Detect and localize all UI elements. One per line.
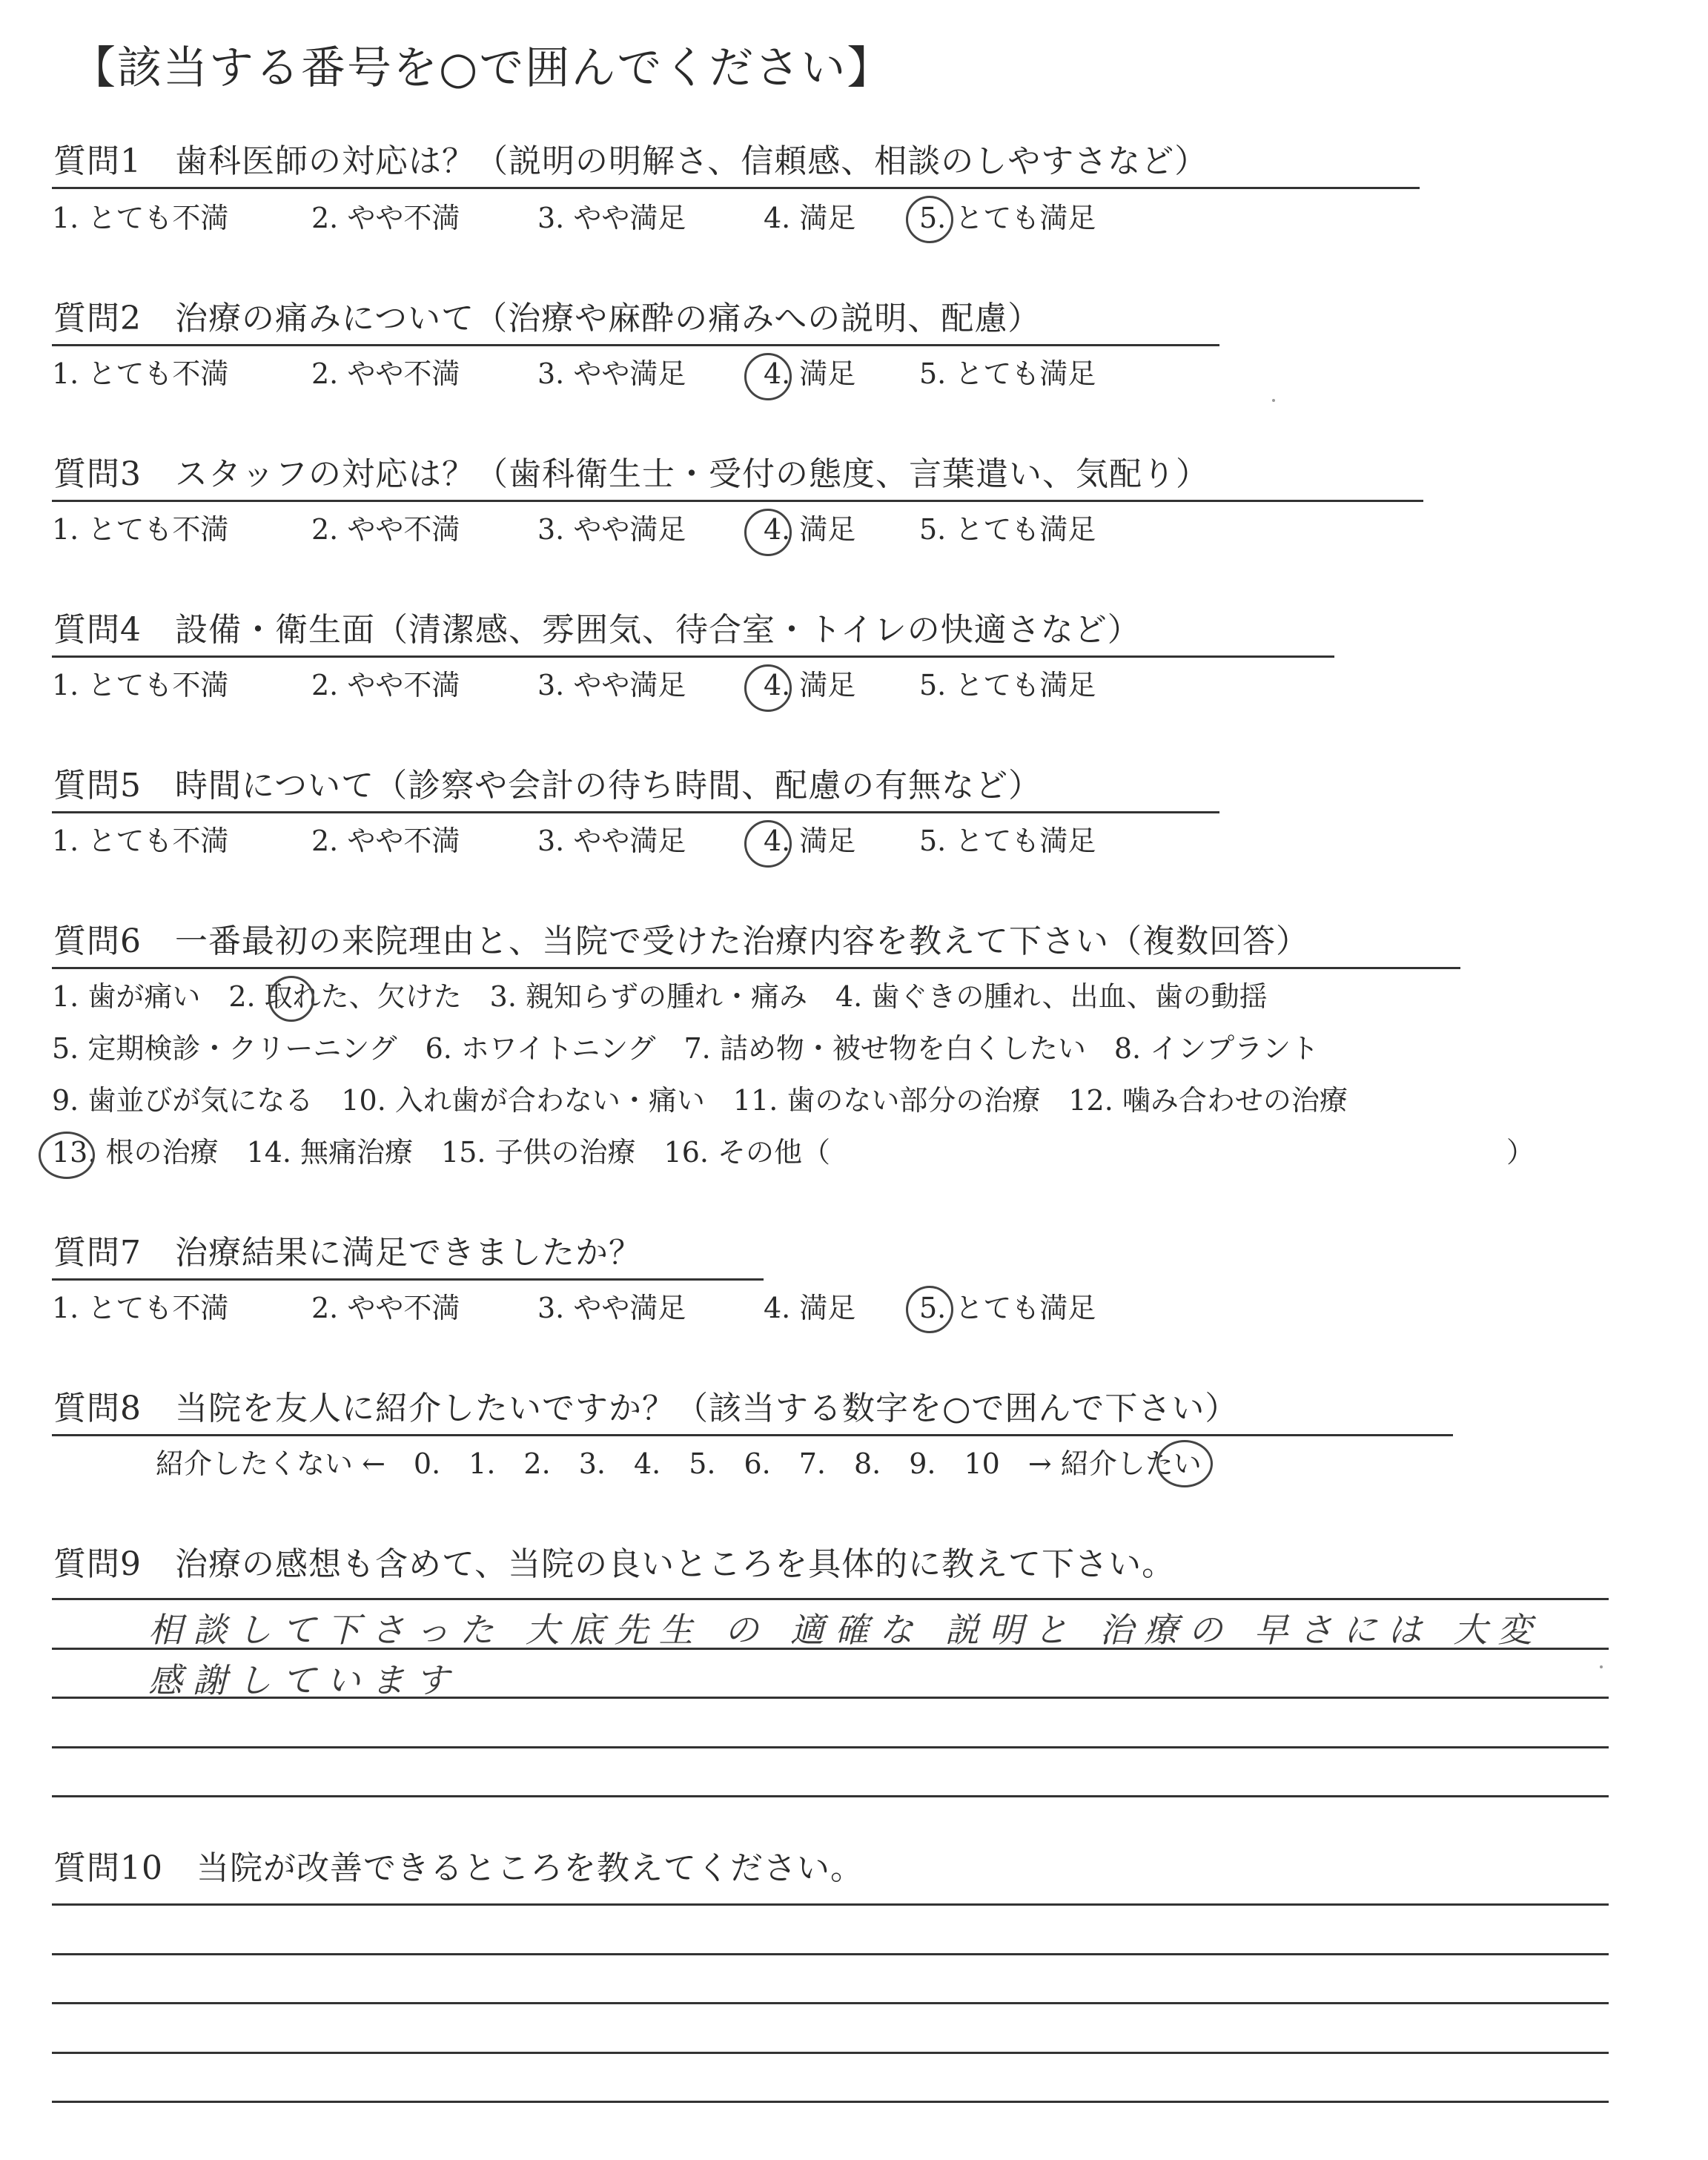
q5-option-4[interactable]: 4. 満足 [764, 825, 856, 857]
question-3-underline [52, 500, 1423, 502]
q6-selection-circle-2 [268, 976, 314, 1022]
question-5-underline [52, 811, 1219, 813]
q2-option-1[interactable]: 1. とても不満 [52, 357, 229, 390]
q3-option-1[interactable]: 1. とても不満 [52, 513, 229, 546]
q7-option-3[interactable]: 3. やや満足 [537, 1292, 686, 1324]
q3-option-2[interactable]: 2. やや不満 [311, 513, 460, 546]
q6-row-1[interactable]: 1. 歯が痛い 2. 取れた、欠けた 3. 親知らずの腫れ・痛み 4. 歯ぐきの腫れ、出血、歯の動揺 [52, 980, 1268, 1013]
q2-option-2[interactable]: 2. やや不満 [311, 357, 460, 390]
question-7-title: 質問7 治療結果に満足できましたか？ [53, 1234, 642, 1272]
q2-option-4[interactable]: 4. 満足 [764, 357, 856, 390]
q7-option-1[interactable]: 1. とても不満 [52, 1292, 229, 1324]
q9-handwritten-answer-line-2: 感謝しています [148, 1660, 460, 1700]
question-6-title: 質問6 一番最初の来院理由と、当院で受けた治療内容を教えて下さい（複数回答） [53, 922, 1309, 960]
q10-answer-line [52, 2101, 1609, 2103]
q4-option-4[interactable]: 4. 満足 [764, 669, 856, 701]
question-5-title: 質問5 時間について（診察や会計の待ち時間、配慮の有無など） [53, 767, 1042, 805]
q2-option-3[interactable]: 3. やや満足 [537, 357, 686, 390]
q1-option-4[interactable]: 4. 満足 [764, 202, 856, 234]
question-2-underline [52, 344, 1219, 346]
scan-speck [1272, 399, 1275, 402]
q5-option-5[interactable]: 5. とても満足 [919, 825, 1096, 857]
q7-option-2[interactable]: 2. やや不満 [311, 1292, 460, 1324]
question-1-title: 質問1 歯科医師の対応は？（説明の明解さ、信頼感、相談のしやすさなど） [53, 142, 1208, 180]
question-9-title: 質問9 治療の感想も含めて、当院の良いところを具体的に教えて下さい。 [53, 1545, 1176, 1583]
q1-selection-circle [906, 196, 953, 243]
q4-option-1[interactable]: 1. とても不満 [52, 669, 229, 701]
q4-selection-circle [744, 664, 792, 712]
q7-option-5[interactable]: 5. とても満足 [919, 1292, 1096, 1324]
q6-row-3[interactable]: 9. 歯並びが気になる 10. 入れ歯が合わない・痛い 11. 歯のない部分の治療 12. 噛み合わせの治療 [52, 1084, 1348, 1117]
question-1-underline [52, 187, 1420, 189]
q5-option-3[interactable]: 3. やや満足 [537, 825, 686, 857]
question-4-underline [52, 655, 1334, 658]
q7-selection-circle [906, 1286, 953, 1333]
q6-row-2[interactable]: 5. 定期検診・クリーニング 6. ホワイトニング 7. 詰め物・被せ物を白くしたい 8. インプラント [52, 1032, 1320, 1065]
q5-selection-circle [744, 820, 792, 868]
q2-option-5[interactable]: 5. とても満足 [919, 357, 1096, 390]
q10-answer-line [52, 1953, 1609, 1955]
q4-option-5[interactable]: 5. とても満足 [919, 669, 1096, 701]
q5-option-1[interactable]: 1. とても不満 [52, 825, 229, 857]
scan-speck [1600, 1665, 1603, 1668]
q3-selection-circle [744, 509, 792, 556]
q1-option-5[interactable]: 5. とても満足 [919, 202, 1096, 234]
question-8-underline [52, 1434, 1453, 1436]
question-6-underline [52, 967, 1460, 969]
q3-option-3[interactable]: 3. やや満足 [537, 513, 686, 546]
q4-option-3[interactable]: 3. やや満足 [537, 669, 686, 701]
q8-selection-circle [1156, 1440, 1213, 1487]
question-10-title: 質問10 当院が改善できるところを教えてください。 [53, 1849, 864, 1887]
q7-option-4[interactable]: 4. 満足 [764, 1292, 856, 1324]
question-7-underline [52, 1278, 764, 1281]
q9-answer-line [52, 1598, 1609, 1600]
question-3-title: 質問3 スタッフの対応は？（歯科衛生士・受付の態度、言葉遣い、気配り） [53, 455, 1209, 493]
q6-row-4[interactable]: 13. 根の治療 14. 無痛治療 15. 子供の治療 16. その他（ ） [52, 1136, 1535, 1169]
q9-answer-line [52, 1746, 1609, 1748]
q3-option-4[interactable]: 4. 満足 [764, 513, 856, 546]
q4-option-2[interactable]: 2. やや不満 [311, 669, 460, 701]
q1-option-1[interactable]: 1. とても不満 [52, 202, 229, 234]
page-title: 【該当する番号を○で囲んでください】 [71, 42, 893, 94]
q1-option-2[interactable]: 2. やや不満 [311, 202, 460, 234]
q10-answer-line [52, 2002, 1609, 2004]
question-8-title: 質問8 当院を友人に紹介したいですか？（該当する数字を○で囲んで下さい） [53, 1390, 1239, 1427]
q3-option-5[interactable]: 5. とても満足 [919, 513, 1096, 546]
q9-answer-line [52, 1795, 1609, 1797]
q2-selection-circle [744, 353, 792, 400]
q10-answer-line [52, 2052, 1609, 2054]
question-2-title: 質問2 治療の痛みについて（治療や麻酔の痛みへの説明、配慮） [53, 300, 1042, 337]
q10-answer-line [52, 1903, 1609, 1906]
q9-handwritten-answer-line-1: 相談して下さった 大底先生 の 適確な 説明と 治療の 早さには 大変 [148, 1610, 1543, 1650]
question-4-title: 質問4 設備・衛生面（清潔感、雰囲気、待合室・トイレの快適さなど） [53, 611, 1141, 649]
q1-option-3[interactable]: 3. やや満足 [537, 202, 686, 234]
q5-option-2[interactable]: 2. やや不満 [311, 825, 460, 857]
q6-selection-circle-13 [39, 1132, 95, 1179]
q8-scale[interactable]: 紹介したくない ← 0. 1. 2. 3. 4. 5. 6. 7. 8. 9. 10 → 紹介したい [156, 1447, 1202, 1480]
